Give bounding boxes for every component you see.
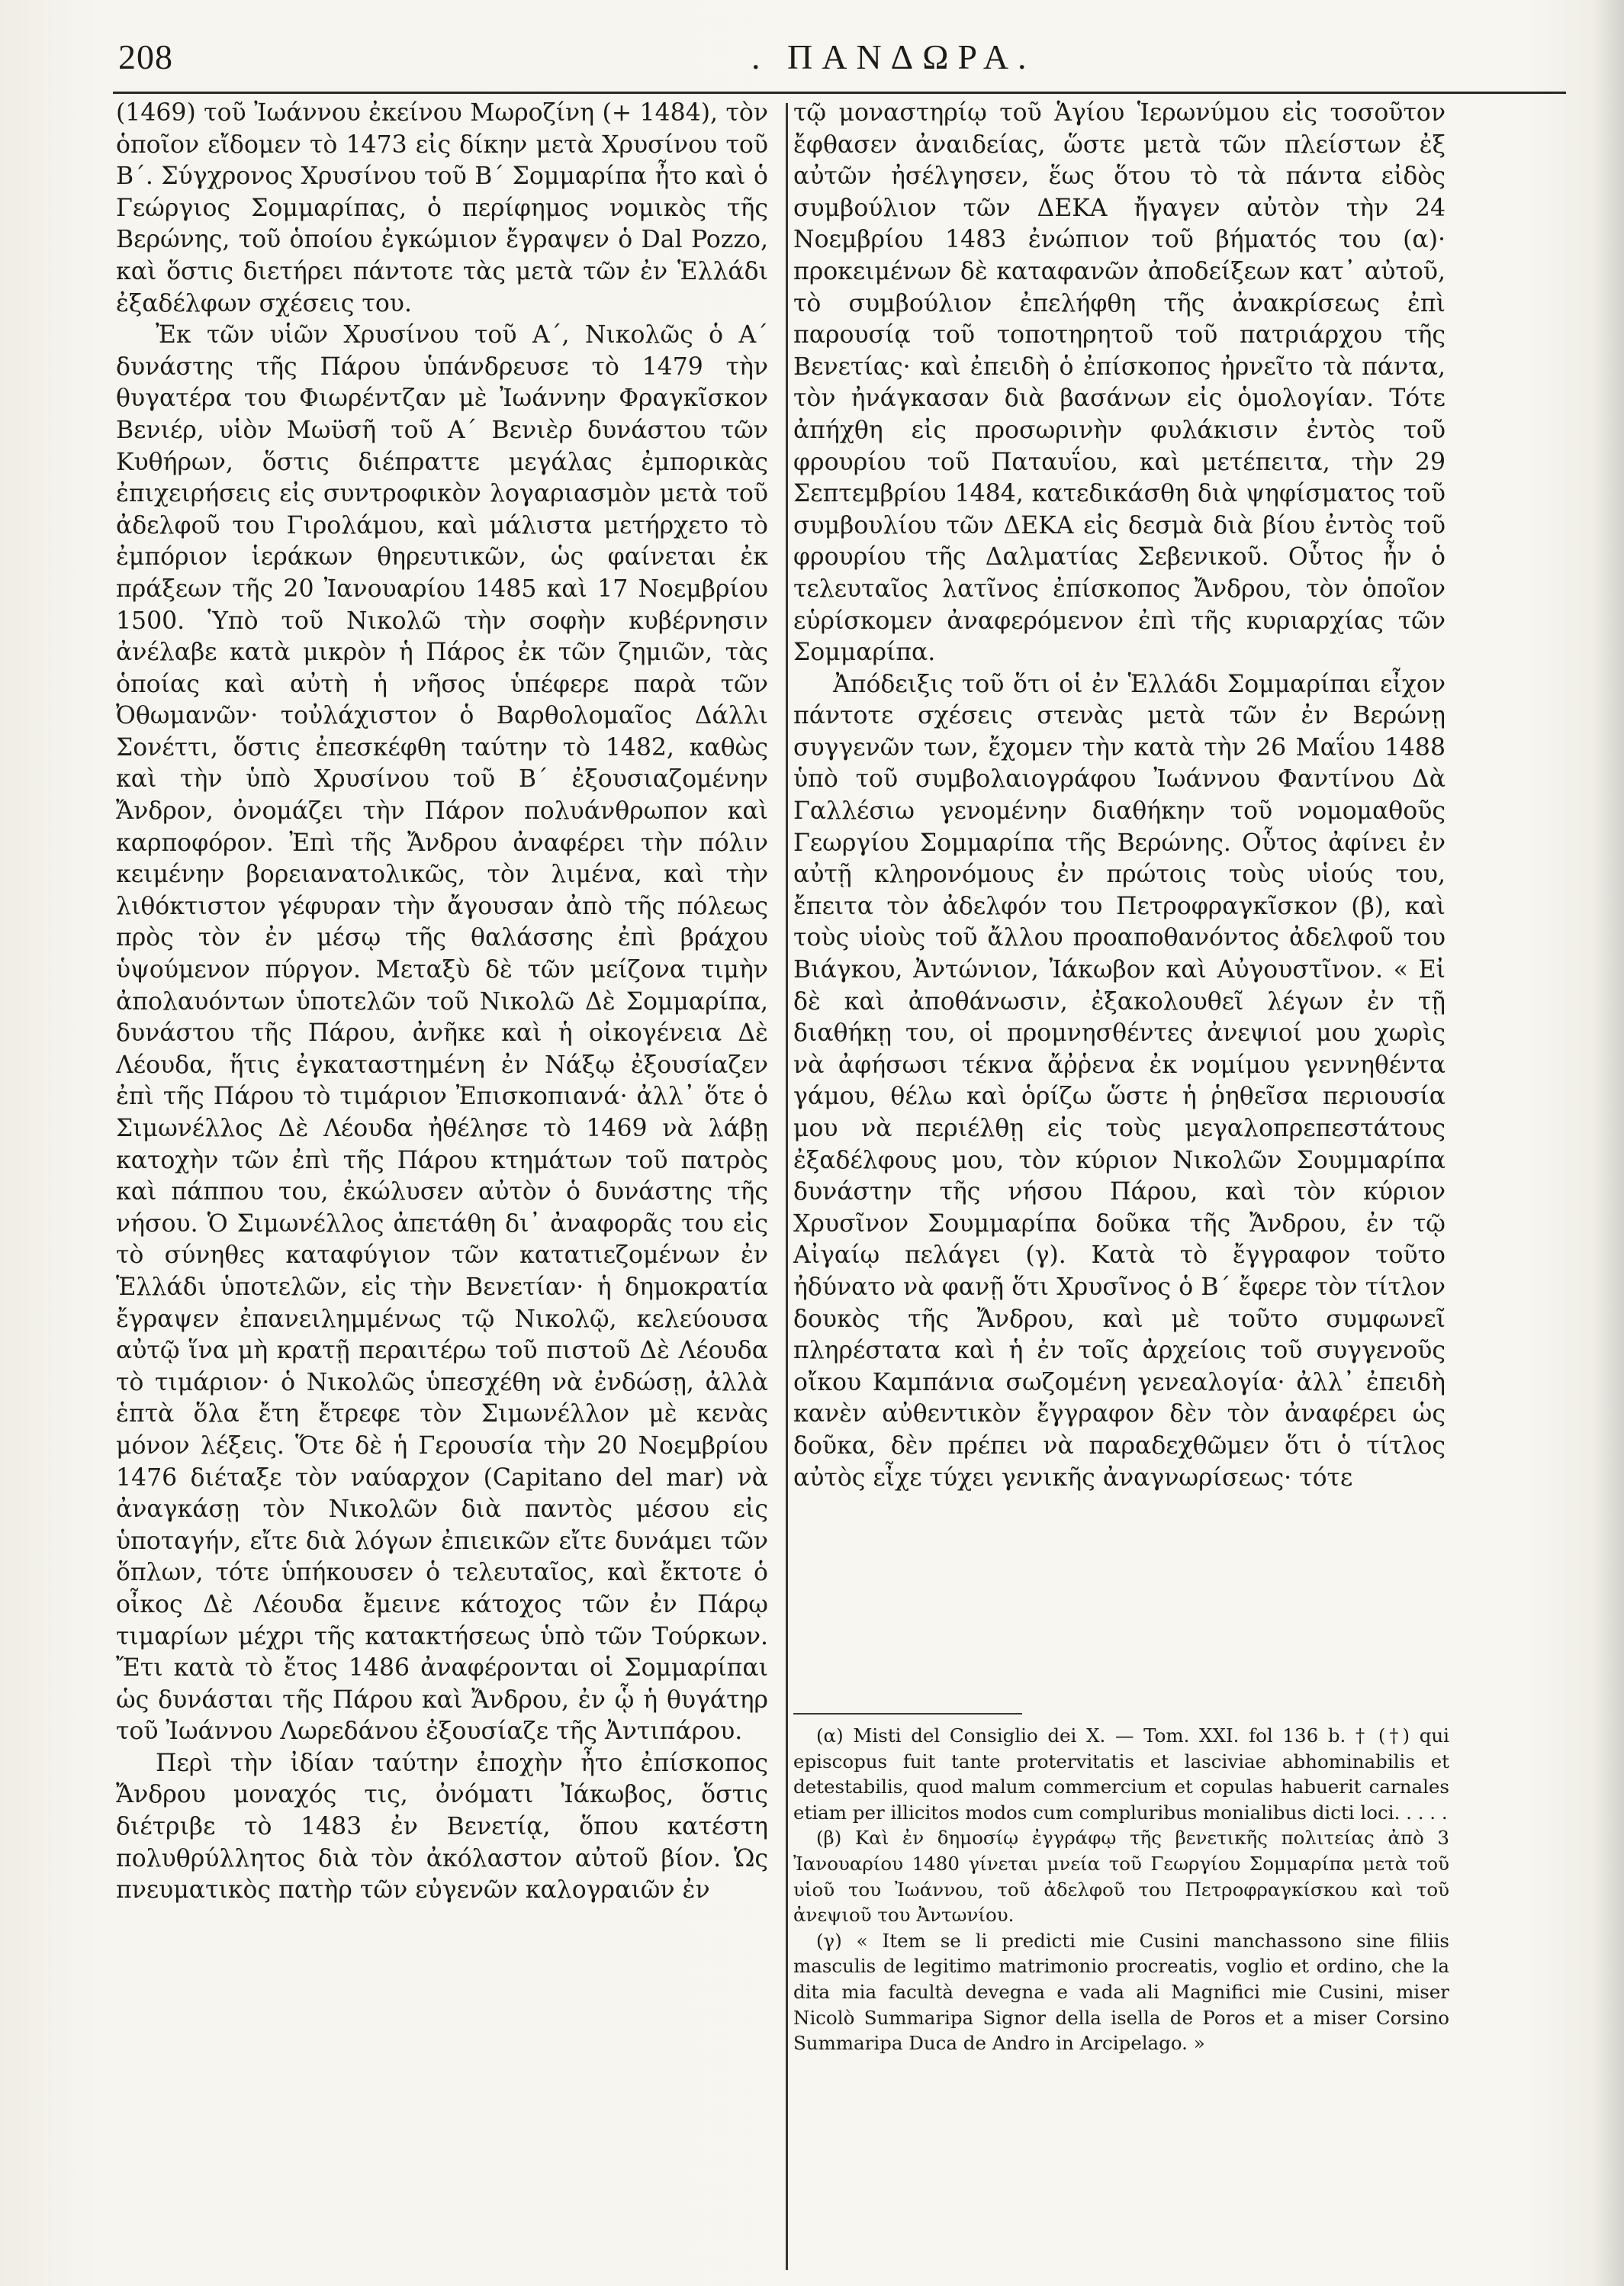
paragraph: Ἐκ τῶν υἱῶν Χρυσίνου τοῦ Α΄, Νικολῶς ὁ Α΄ δυνάστης τῆς Πάρου ὑπάνδρευσε τὸ 1479 τὴν θυγατέρα του Φιωρέντζαν μὲ Ἰωάννην Φραγκῖσκον Βενιέρ, υἱὸν Μωϋσῆ τοῦ Α΄ Βενιὲρ δυνάστου τῶν Κυθήρων, ὅστις διέπραττε μεγάλας ἐμπορικὰς ἐπιχειρήσεις εἰς συντροφικὸν λογαριασμὸν μετὰ τοῦ ἀδελφοῦ του Γιρολάμου, καὶ μάλιστα μετήρχετο τὸ ἐμπόριον ἱεράκων θηρευτικῶν, ὡς φαίνεται ἐκ πράξεων τῆς 20 Ἰανουαρίου 1485 καὶ 17 Νοεμβρίου 1500. Ὑπὸ τοῦ Νικολῶ τὴν σοφὴν κυβέρνησιν ἀνέλαβε κατὰ μικρὸν ἡ Πάρος ἐκ τῶν ζημιῶν, τὰς ὁποίας καὶ αὐτὴ ἡ νῆσος ὑπέφερε παρὰ τῶν Ὀθωμανῶν· τοὐλάχιστον ὁ Βαρθολομαῖος Δάλλι Σονέττι, ὅστις ἐπεσκέφθη ταύτην τὸ 1482, καθὼς καὶ τὴν ὑπὸ Χρυσίνου τοῦ Β΄ ἐξουσιαζομένην Ἄνδρον, ὀνομάζει τὴν Πάρον πολυάνθρωπον καὶ καρποφόρον. Ἐπὶ τῆς Ἄνδρου ἀναφέρει τὴν πόλιν κειμένην βορειανατολικῶς, τὸν λιμένα, καὶ τὴν λιθόκτιστον γέφυραν τὴν ἄγουσαν ἀπὸ τῆς πόλεως πρὸς τὸν ἐν μέσῳ τῆς θαλάσσης ἐπὶ βράχου ὑψούμενον πύργον. Μεταξὺ δὲ τῶν μείζονα τιμὴν ἀπολαυόντων ὑποτελῶν τοῦ Νικολῶ Δὲ Σομμαρίπα, δυνάστου τῆς Πάρου, ἀνῆκε καὶ ἡ οἰκογένεια Δὲ Λέουδα, ἥτις ἐγκαταστημένη ἐν Νάξῳ ἐξουσίαζεν ἐπὶ τῆς Πάρου τὸ τιμάριον Ἐπισκοπιανά· ἀλλ᾽ ὅτε ὁ Σιμωνέλλος Δὲ Λέουδα ἠθέλησε τὸ 1469 νὰ λάβῃ κατοχὴν τῶν ἐπὶ τῆς Πάρου κτημάτων τοῦ πατρὸς καὶ πάππου του, ἐκώλυσεν αὐτὸν ὁ δυνάστης τῆς νήσου. Ὁ Σιμωνέλλος ἀπετάθη δι᾽ ἀναφορᾶς του εἰς τὸ σύνηθες καταφύγιον τῶν κατατιεζομένων ἐν Ἑλλάδι ὑποτελῶν, εἰς τὴν Βενετίαν· ἡ δημοκρατία ἔγραψεν ἐπανειλημμένως τῷ Νικολῷ, κελεύουσα αὐτῷ ἵνα μὴ κρατῇ περαιτέρω τοῦ πιστοῦ Δὲ Λέουδα τὸ τιμάριον· ὁ Νικολῶς ὑπεσχέθη νὰ ἐνδώσῃ, ἀλλὰ ἑπτὰ ὅλα ἔτη ἔτρεφε τὸν Σιμωνέλλον μὲ κενὰς μόνον λέξεις. Ὅτε δὲ ἡ Γερουσία τὴν 20 Νοεμβρίου 1476 διέταξε τὸν ναύαρχον (Capitano del mar) νὰ ἀναγκάσῃ τὸν Νικολῶν διὰ παντὸς μέσου εἰς ὑποταγήν, εἴτε διὰ λόγων ἐπιεικῶν εἴτε δυνάμει τῶν ὅπλων, τότε ὑπήκουσεν ὁ τελευταῖος, καὶ ἔκτοτε ὁ οἶκος Δὲ Λέουδα ἔμεινε κάτοχος τῶν ἐν Πάρῳ τιμαρίων μέχρι τῆς κατακτήσεως ὑπὸ τῶν Τούρκων. Ἔτι κατὰ τὸ ἔτος 1486 ἀναφέρονται οἱ Σομμαρίπαι ὡς δυνάσται τῆς Πάρου καὶ Ἄνδρου, ἐν ᾧ ἡ θυγάτηρ τοῦ Ἰωάννου Λωρεδάνου ἐξουσίαζε τῆς Ἀντιπάρου. bbox=[116, 321, 768, 1746]
running-title: . ΠΑΝΔΩΡΑ. bbox=[751, 37, 1036, 76]
header-rule bbox=[113, 92, 1566, 94]
paragraph: Ἀπόδειξις τοῦ ὅτι οἱ ἐν Ἑλλάδι Σομμαρίπαι εἶχον πάντοτε σχέσεις στενὰς μετὰ τῶν ἐν Βερώνῃ συγγενῶν των, ἔχομεν τὴν κατὰ τὴν 26 Μαΐου 1488 ὑπὸ τοῦ συμβολαιογράφου Ἰωάννου Φαντίνου Δὰ Γαλλέσιω γενομένην διαθήκην τοῦ νομομαθοῦς Γεωργίου Σομμαρίπα τῆς Βερώνης. Οὗτος ἀφίνει ἐν αὐτῇ κληρονόμους ἐν πρώτοις τοὺς υἱούς του, ἔπειτα τὸν ἀδελφόν του Πετροφραγκῖσκον (β), καὶ τοὺς υἱοὺς τοῦ ἄλλου προαποθανόντος ἀδελφοῦ του Βιάγκου, Ἀντώνιον, Ἰάκωβον καὶ Αὐγουστῖνον. « Εἰ δὲ καὶ ἀποθάνωσιν, ἐξακολουθεῖ λέγων ἐν τῇ διαθήκῃ του, οἱ προμνησθέντες ἀνεψιοί μου χωρὶς νὰ ἀφήσωσι τέκνα ἄῤῥενα ἐκ νομίμου γεννηθέντα γάμου, θέλω καὶ ὁρίζω ὥστε ἡ ῥηθεῖσα περιουσία μου νὰ περιέλθῃ εἰς τοὺς μεγαλοπρεπεστάτους ἐξαδέλφους μου, τὸν κύριον Νικολῶν Σουμμαρίπα δυνάστην τῆς νήσου Πάρου, καὶ τὸν κύριον Χρυσῖνον Σουμμαρίπα δοῦκα τῆς Ἄνδρου, ἐν τῷ Αἰγαίῳ πελάγει (γ). Κατὰ τὸ ἔγγραφον τοῦτο ἠδύνατο νὰ φανῇ ὅτι Χρυσῖνος ὁ Β΄ ἔφερε τὸν τίτλον δουκὸς τῆς Ἄνδρου, καὶ μὲ τοῦτο συμφωνεῖ πληρέστατα καὶ ἡ ἐν τοῖς ἀρχείοις τοῦ συγγενοῦς οἴκου Καμπάνια σωζομένη γενεαλογία· ἀλλ᾽ ἐπειδὴ κανὲν αὐθεντικὸν ἔγγραφον δὲν τὸν ἀναφέρει ὡς δοῦκα, δὲν πρέπει νὰ παραδεχθῶμεν ὅτι ὁ τίτλος αὐτὸς εἶχε τύχει γενικῆς ἀναγνωρίσεως· τότε bbox=[793, 670, 1446, 1492]
paragraph: τῷ μοναστηρίῳ τοῦ Ἁγίου Ἱερωνύμου εἰς τοσοῦτον ἔφθασεν ἀναιδείας, ὥστε μετὰ τῶν πλείστων ἐξ αὐτῶν ἠσέλγησεν, ἕως ὅτου τὸ τὰ πάντα εἰδὸς συμβούλιον τῶν ΔΕΚΑ ἤγαγεν αὐτὸν τὴν 24 Νοεμβρίου 1483 ἐνώπιον τοῦ βήματός του (α)· προκειμένων δὲ καταφανῶν ἀποδείξεων κατ᾽ αὐτοῦ, τὸ συμβούλιον ἐπελήφθη τῆς ἀνακρίσεως ἐπὶ παρουσίᾳ τοῦ τοποτηρητοῦ τοῦ πατριάρχου τῆς Βενετίας· καὶ ἐπειδὴ ὁ ἐπίσκοπος ἠρνεῖτο τὰ πάντα, τὸν ἠνάγκασαν διὰ βασάνων εἰς ὁμολογίαν. Τότε ἀπήχθη εἰς προσωρινὴν φυλάκισιν ἐντὸς τοῦ φρουρίου τοῦ Παταυΐου, καὶ μετέπειτα, τὴν 29 Σεπτεμβρίου 1484, κατεδικάσθη διὰ ψηφίσματος τοῦ συμβουλίου τῶν ΔΕΚΑ εἰς δεσμὰ διὰ βίου ἐντὸς τοῦ φρουρίου τῆς Δαλματίας Σεβενικοῦ. Οὗτος ἦν ὁ τελευταῖος λατῖνος ἐπίσκοπος Ἄνδρου, τὸν ὁποῖον εὑρίσκομεν ἀναφερόμενον ἐπὶ τῆς κυριαρχίας τῶν Σομμαρίπα. bbox=[793, 99, 1446, 667]
footnotes bbox=[793, 1723, 1449, 2056]
page-header bbox=[118, 31, 1568, 92]
spine-shadow bbox=[1593, 0, 1624, 2286]
page-number: 208 bbox=[118, 37, 173, 76]
paragraph: (1469) τοῦ Ἰωάννου ἐκείνου Μωροζίνη (+ 1484), τὸν ὁποῖον εἴδομεν τὸ 1473 εἰς δίκην μετὰ Χρυσίνου τοῦ Β΄. Σύγχρονος Χρυσίνου τοῦ Β΄ Σομμαρίπα ἦτο καὶ ὁ Γεώργιος Σομμαρίπας, ὁ περίφημος νομικὸς τῆς Βερώνης, τοῦ ὁποίου ἐγκώμιον ἔγραψεν ὁ Dal Pozzo, καὶ ὅστις διετήρει πάντοτε τὰς μετὰ τῶν ἐν Ἑλλάδι ἐξαδέλφων σχέσεις του. bbox=[116, 99, 768, 317]
footnote: (β) Καὶ ἐν δημοσίῳ ἐγγράφῳ τῆς βενετικῆς πολιτείας ἀπὸ 3 Ἰανουαρίου 1480 γίνεται μνεία τοῦ Γεωργίου Σομμαρίπα μετὰ τοῦ υἱοῦ του Ἰωάννου, τοῦ ἀδελφοῦ του Πετροφραγκίσκου καὶ τοῦ ἀνεψιοῦ του Ἀντωνίου. bbox=[793, 1827, 1449, 1927]
footnote: (γ) « Item se li predicti mie Cusini manchassono sine filiis masculis de legitimo matrimonio procreatis, voglio et ordino, che la dita mia facultà devegna e vada ali Magnifici mie Cusini, miser Nicolò Summaripa Signor della isella de Poros et a miser Corsino Summaripa Duca de Andro in Arcipelago. » bbox=[793, 1929, 1449, 2055]
left-column bbox=[116, 98, 768, 1907]
footnote: (α) Misti del Consiglio dei X. — Tom. XXI. fol 136 b. † (†) qui episcopus fuit tante protervitatis et lasciviae abhominabilis et detestabilis, quod malum commercium et copulas habuerit carnales etiam per illicitos modos cum compluribus monialibus dicti loci. . . . . bbox=[793, 1724, 1449, 1824]
right-column bbox=[793, 98, 1446, 1494]
column-divider bbox=[786, 103, 788, 2270]
footnote-rule bbox=[793, 1713, 1022, 1714]
paragraph: Περὶ τὴν ἰδίαν ταύτην ἐποχὴν ἦτο ἐπίσκοπος Ἄνδρου μοναχός τις, ὀνόματι Ἰάκωβος, ὅστις διέτριβε τὸ 1483 ἐν Βενετίᾳ, ὅπου κατέστη πολυθρύλλητος διὰ τὸν ἀκόλαστον αὐτοῦ βίον. Ὡς πνευματικὸς πατὴρ τῶν εὐγενῶν καλογραιῶν ἐν bbox=[116, 1749, 768, 1904]
